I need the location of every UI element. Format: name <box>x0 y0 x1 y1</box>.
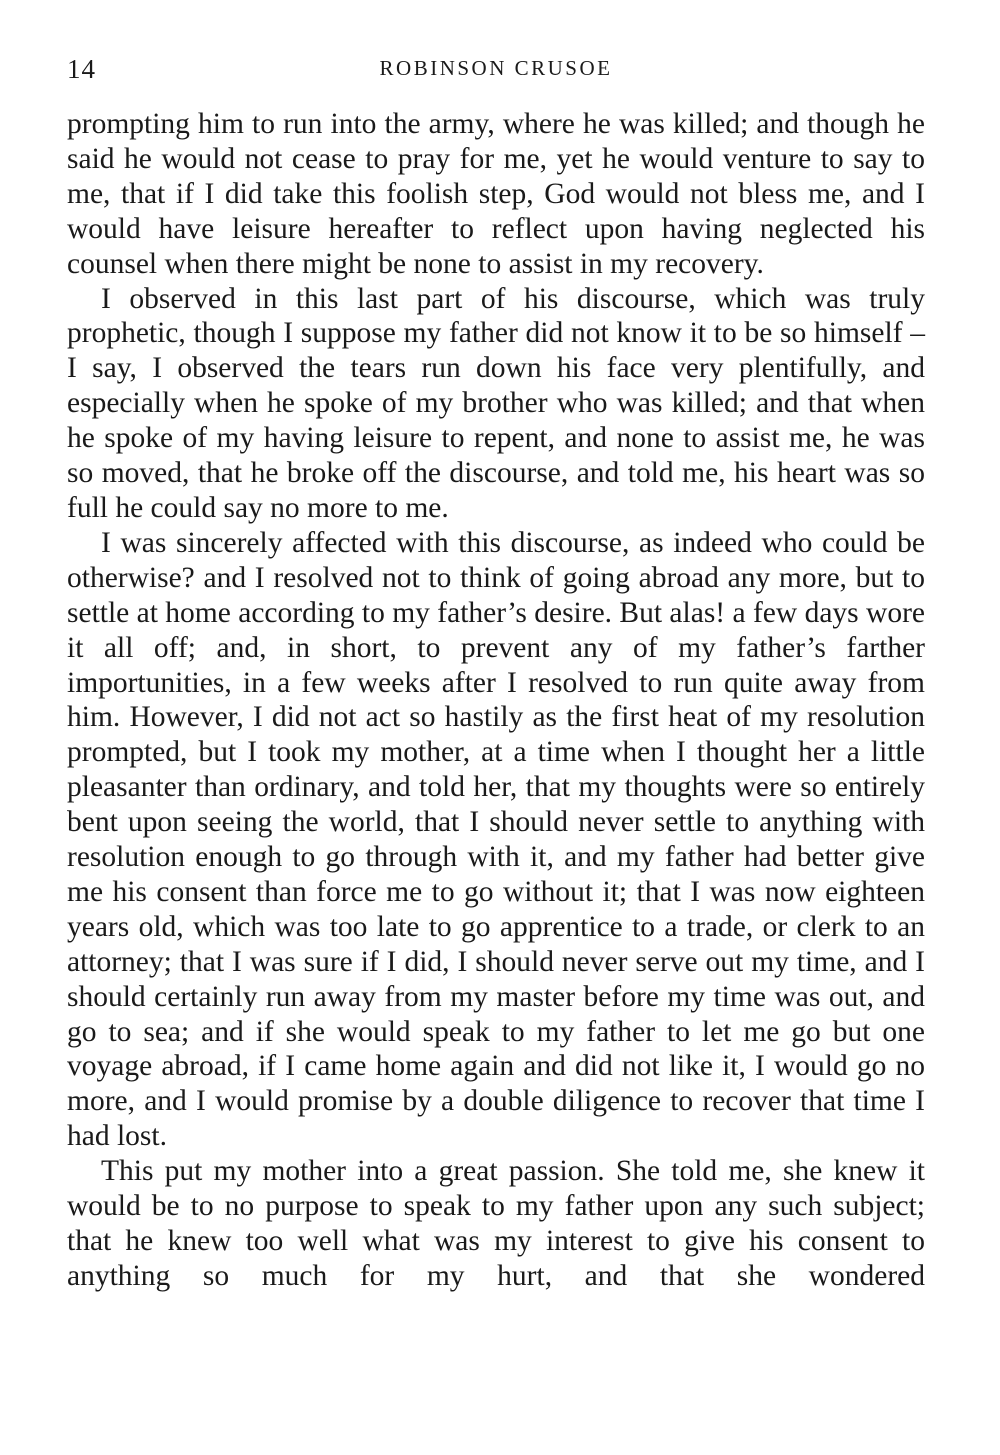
book-title: ROBINSON CRUSOE <box>379 56 613 80</box>
paragraph: This put my mother into a great passion. She told me, she knew it would be to no purpose to speak to my father upon any such subject; that he knew too well what was my interest to give his consent to anything so much for my hurt, and that she wondered <box>67 1155 925 1292</box>
paragraph: I was sincerely affected with this discourse, as indeed who could be otherwise? and I resolved not to think of going abroad any more, but to settle at home according to my father’s desire. But alas! a few days wore it all off; and, in short, to prevent any of my father’s farther importunities, in a few weeks after I resolved to run quite away from him. However, I did not act so hastily as the first heat of my resolution prompted, but I took my mother, at a time when I thought her a little pleasanter than ordinary, and told her, that my thoughts were so entirely bent upon seeing the world, that I should never settle to anything with resolution enough to go through with it, and my father had better give me his consent than force me to go without it; that I was now eighteen years old, which was too late to go apprentice to a trade, or clerk to an attorney; that I was sure if I did, I should never serve out my time, and I should certainly run away from my master before my time was out, and go to sea; and if she would speak to my father to let me go but one voyage abroad, if I came home again and did not like it, I would go no more, and I would promise by a double diligence to recover that time I had lost. <box>67 526 925 1153</box>
running-head <box>67 54 925 94</box>
body-text <box>67 107 925 1294</box>
paragraph-continued: prompting him to run into the army, where he was killed; and though he said he would not cease to pray for me, yet he would venture to say to me, that if I did take this foolish step, God would not bless me, and I would have leisure hereafter to reflect upon having neglected his counsel when there might be none to assist in my recovery. <box>67 108 925 280</box>
page-number: 14 <box>67 54 96 84</box>
paragraph: I observed in this last part of his discourse, which was truly prophetic, though I suppose my father did not know it to be so himself – I say, I observed the tears run down his face very plentifully, and especially when he spoke of my brother who was killed; and that when he spoke of my having leisure to repent, and none to assist me, he was so moved, that he broke off the discourse, and told me, his heart was so full he could say no more to me. <box>67 282 925 524</box>
